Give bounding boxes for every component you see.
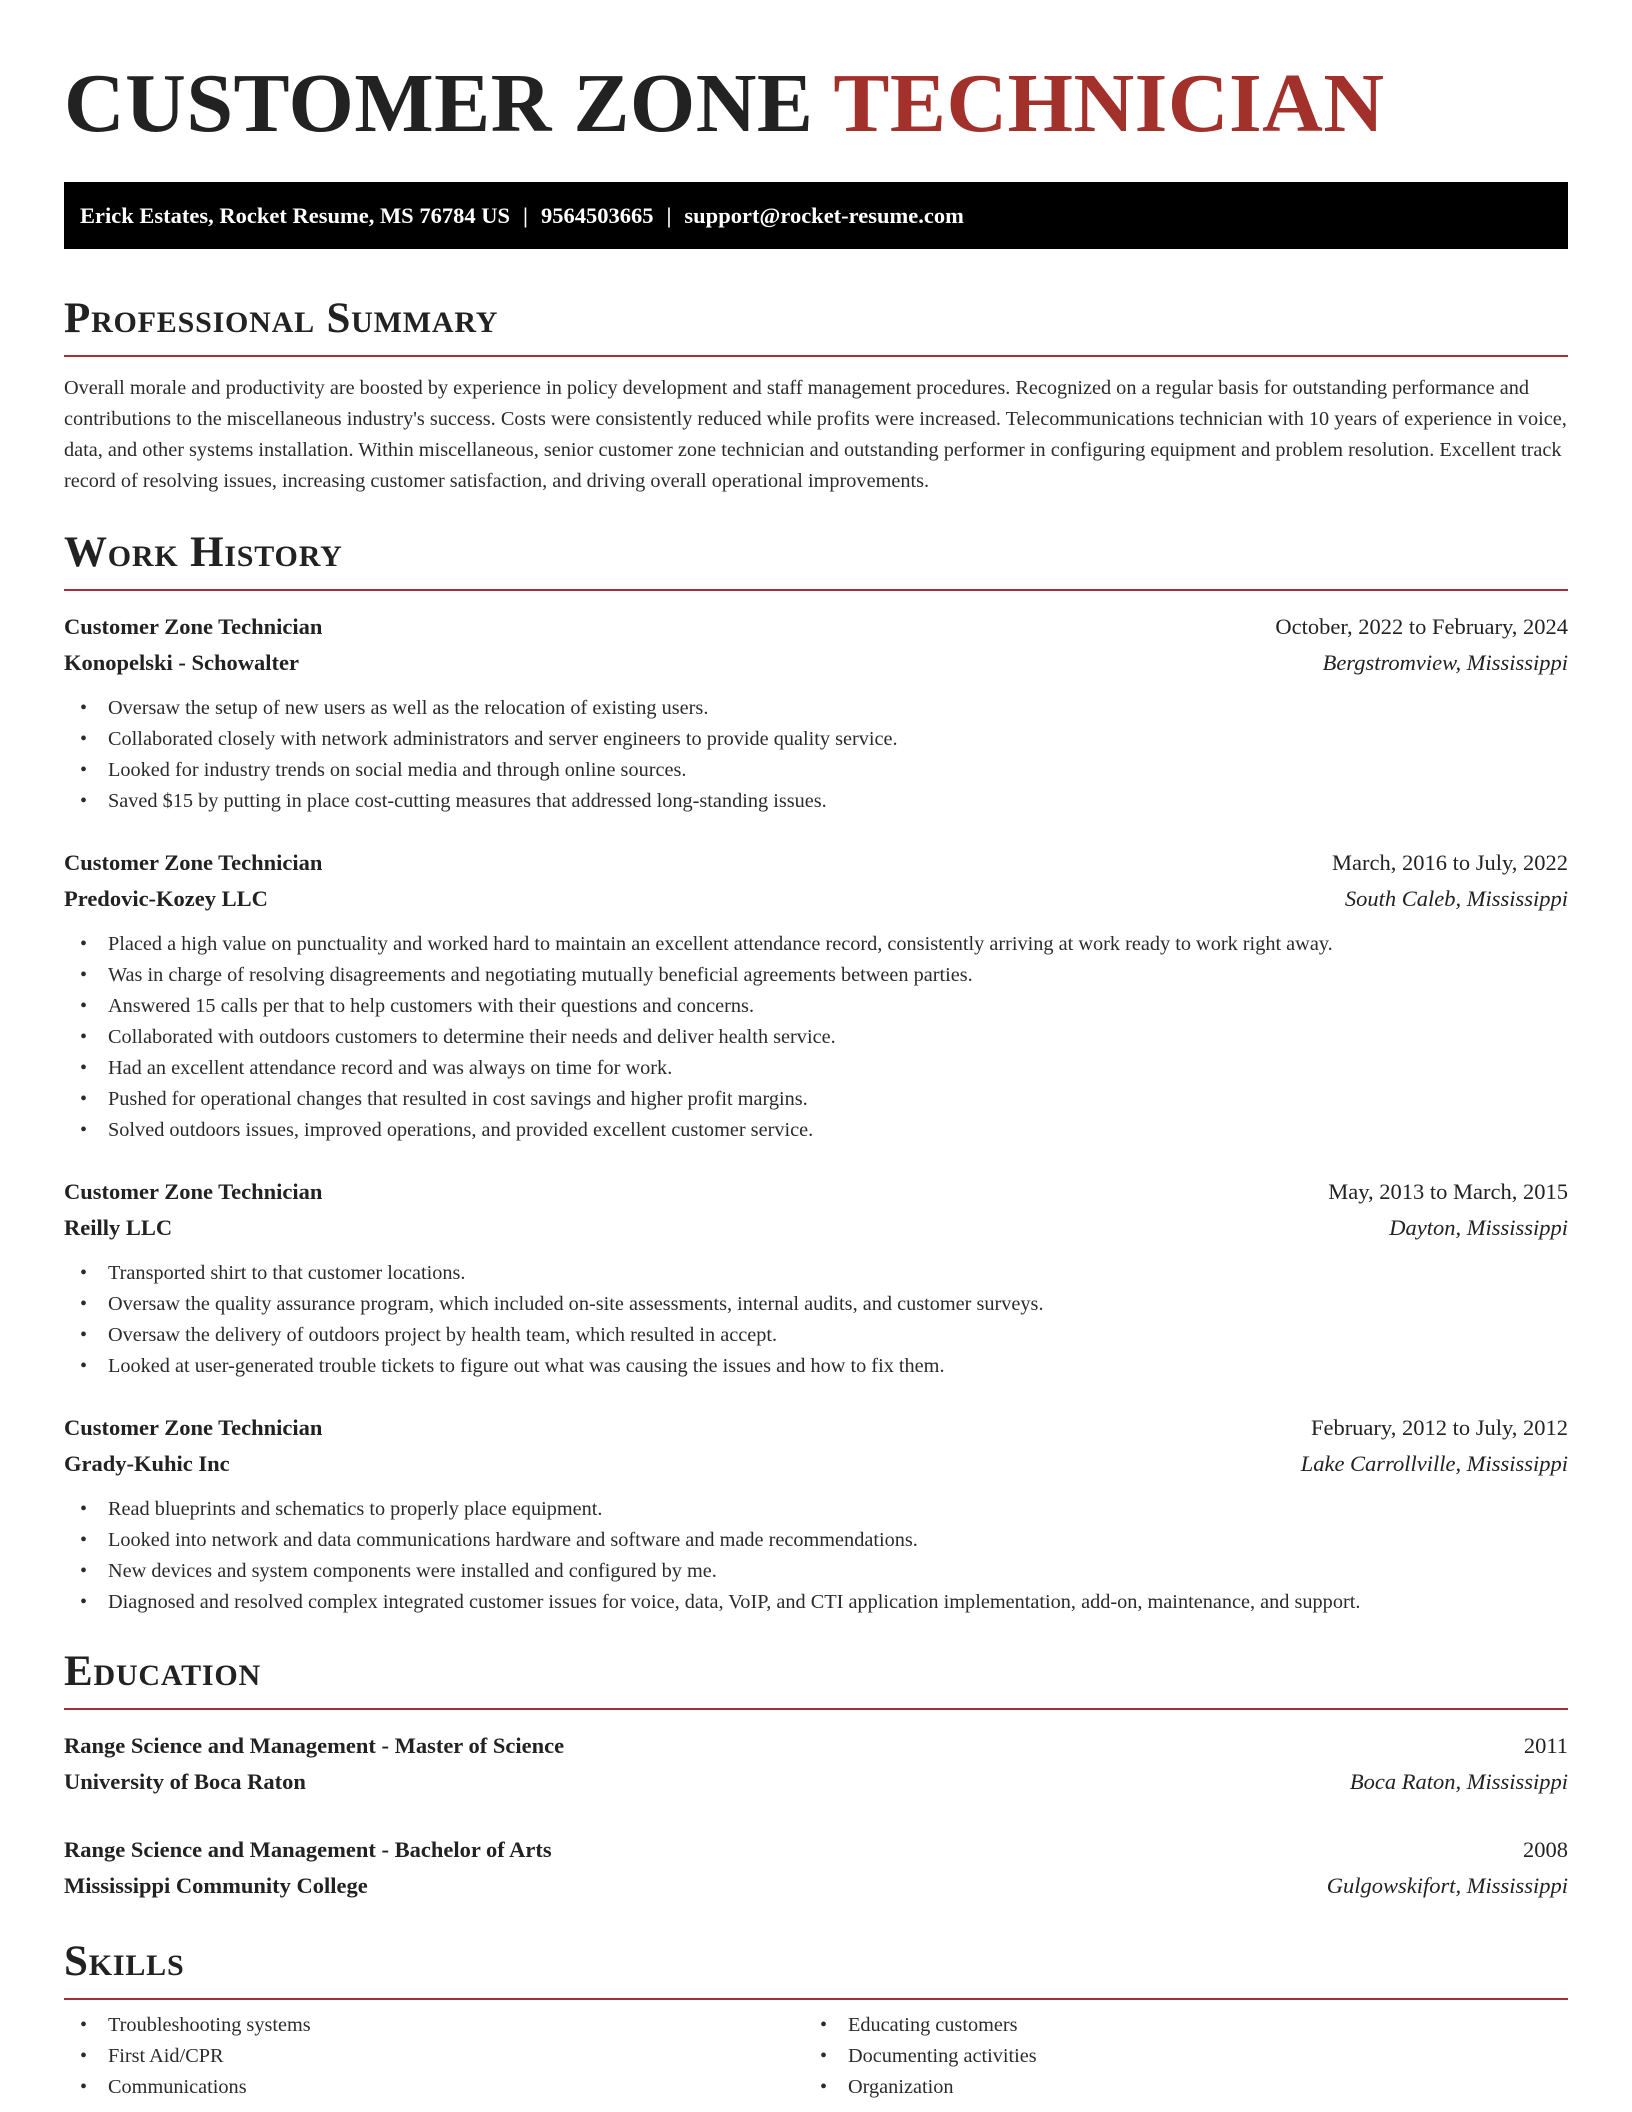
list-item-text: Oversaw the quality assurance program, which included on-site assessments, internal audits, and customer surveys.	[108, 1293, 1044, 1315]
graduation-year: 2011	[1523, 1733, 1568, 1758]
list-item-text: New devices and system components were installed and configured by me.	[108, 1560, 717, 1582]
list-item-text: Looked into network and data communications hardware and software and made recommendations.	[108, 1529, 918, 1551]
list-item	[64, 929, 1568, 960]
bullet-icon: •	[80, 964, 88, 986]
job-dates: May, 2013 to March, 2015	[1328, 1179, 1568, 1204]
contact-phone: 9564503665	[540, 202, 654, 228]
contact-separator: |	[666, 202, 672, 228]
section-divider	[64, 1708, 1568, 1710]
contact-address: Erick Estates, Rocket Resume, MS 76784 US	[80, 202, 510, 228]
education-header-row	[64, 1832, 1568, 1868]
bullet-icon: •	[80, 2076, 88, 2098]
job-header-row	[64, 1410, 1568, 1446]
work-history-list	[64, 609, 1568, 1618]
bullet-icon: •	[80, 1026, 88, 1048]
job-location: South Caleb, Mississippi	[1344, 886, 1568, 911]
job-bullets	[64, 1494, 1568, 1618]
job-location: Dayton, Mississippi	[1389, 1215, 1568, 1240]
resume-page	[64, 0, 1568, 2103]
graduation-year: 2008	[1523, 1837, 1568, 1862]
company-name: Predovic-Kozey LLC	[64, 886, 268, 911]
list-item	[64, 1258, 1568, 1289]
skills-list-left	[64, 2010, 804, 2103]
job-company-row	[64, 1446, 1568, 1482]
school-location: Boca Raton, Mississippi	[1349, 1769, 1568, 1794]
list-item	[64, 1351, 1568, 1382]
bullet-icon: •	[80, 1591, 88, 1613]
list-item-text: Oversaw the setup of new users as well as the relocation of existing users.	[108, 697, 709, 719]
section-divider	[64, 589, 1568, 591]
list-item-text: Educating customers	[848, 2014, 1018, 2036]
job-header-row	[64, 845, 1568, 881]
job-title: Customer Zone Technician	[64, 614, 323, 639]
degree-name: Range Science and Management - Master of Science	[64, 1733, 565, 1758]
bullet-icon: •	[820, 2014, 828, 2036]
list-item	[64, 1289, 1568, 1320]
list-item-text: Troubleshooting systems	[108, 2014, 311, 2036]
job-dates: February, 2012 to July, 2012	[1310, 1415, 1568, 1440]
list-item	[64, 2041, 804, 2072]
bullet-icon: •	[80, 1119, 88, 1141]
list-item-text: Diagnosed and resolved complex integrated customer issues for voice, data, VoIP, and CTI application implementation, add-on, maintenance, and support.	[108, 1591, 1361, 1613]
job-title: Customer Zone Technician	[64, 1179, 323, 1204]
education-header-row	[64, 1728, 1568, 1764]
list-item	[804, 2072, 1544, 2103]
job-dates: March, 2016 to July, 2022	[1331, 850, 1568, 875]
job-bullets	[64, 1258, 1568, 1382]
bullet-icon: •	[80, 1355, 88, 1377]
job-company-row	[64, 1210, 1568, 1246]
bullet-icon: •	[80, 1560, 88, 1582]
list-item	[64, 960, 1568, 991]
list-item	[64, 1022, 1568, 1053]
resume-title	[64, 58, 1568, 150]
list-item-text: Was in charge of resolving disagreements and negotiating mutually beneficial agreements between parties.	[108, 964, 973, 986]
company-name: Konopelski - Schowalter	[64, 650, 300, 675]
company-name: Reilly LLC	[64, 1215, 173, 1240]
list-item	[804, 2010, 1544, 2041]
list-item-text: First Aid/CPR	[108, 2045, 224, 2067]
job-title: Customer Zone Technician	[64, 850, 323, 875]
bullet-icon: •	[80, 1088, 88, 1110]
list-item	[64, 1053, 1568, 1084]
bullet-icon: •	[80, 697, 88, 719]
list-item	[64, 1525, 1568, 1556]
list-item-text: Answered 15 calls per that to help customers with their questions and concerns.	[108, 995, 755, 1017]
degree-name: Range Science and Management - Bachelor of Arts	[64, 1837, 552, 1862]
title-main: CUSTOMER ZONE	[64, 57, 834, 150]
list-item	[64, 786, 1568, 817]
job-entry	[64, 1410, 1568, 1618]
bullet-icon: •	[80, 1529, 88, 1551]
education-entry	[64, 1728, 1568, 1800]
bullet-icon: •	[80, 995, 88, 1017]
list-item	[804, 2041, 1544, 2072]
list-item-text: Collaborated with outdoors customers to determine their needs and deliver health service.	[108, 1026, 836, 1048]
list-item	[64, 991, 1568, 1022]
list-item-text: Read blueprints and schematics to properly place equipment.	[108, 1498, 603, 1520]
job-entry	[64, 845, 1568, 1146]
list-item	[64, 2010, 804, 2041]
bullet-icon: •	[80, 1498, 88, 1520]
job-entry	[64, 609, 1568, 817]
list-item	[64, 693, 1568, 724]
bullet-icon: •	[80, 1057, 88, 1079]
education-school-row	[64, 1764, 1568, 1800]
school-name: Mississippi Community College	[64, 1873, 368, 1898]
list-item-text: Collaborated closely with network administrators and server engineers to provide quality service.	[108, 728, 898, 750]
contact-email: support@rocket-resume.com	[684, 202, 964, 228]
title-accent: TECHNICIAN	[833, 57, 1385, 150]
company-name: Grady-Kuhic Inc	[64, 1451, 230, 1476]
list-item-text: Oversaw the delivery of outdoors project by health team, which resulted in accept.	[108, 1324, 778, 1346]
list-item-text: Transported shirt to that customer locations.	[108, 1262, 466, 1284]
list-item-text: Placed a high value on punctuality and worked hard to maintain an excellent attendance record, consistently arriving at work ready to work right away.	[108, 933, 1333, 955]
bullet-icon: •	[820, 2045, 828, 2067]
list-item-text: Organization	[848, 2076, 954, 2098]
list-item	[64, 724, 1568, 755]
bullet-icon: •	[820, 2076, 828, 2098]
job-location: Lake Carrollville, Mississippi	[1300, 1451, 1568, 1476]
job-bullets	[64, 693, 1568, 817]
bullet-icon: •	[80, 1262, 88, 1284]
job-title: Customer Zone Technician	[64, 1415, 323, 1440]
section-divider	[64, 1998, 1568, 2000]
contact-bar	[64, 182, 1568, 249]
bullet-icon: •	[80, 2045, 88, 2067]
list-item	[64, 1320, 1568, 1351]
job-location: Bergstromview, Mississippi	[1322, 650, 1568, 675]
list-item-text: Saved $15 by putting in place cost-cutting measures that addressed long-standing issues.	[108, 790, 827, 812]
contact-separator: |	[522, 202, 528, 228]
skills-list-right	[804, 2010, 1544, 2103]
job-company-row	[64, 881, 1568, 917]
school-name: University of Boca Raton	[64, 1769, 306, 1794]
education-school-row	[64, 1868, 1568, 1904]
bullet-icon: •	[80, 728, 88, 750]
job-header-row	[64, 609, 1568, 645]
bullet-icon: •	[80, 2014, 88, 2036]
bullet-icon: •	[80, 759, 88, 781]
list-item-text: Documenting activities	[848, 2045, 1037, 2067]
education-list	[64, 1728, 1568, 1904]
bullet-icon: •	[80, 790, 88, 812]
school-location: Gulgowskifort, Mississippi	[1326, 1873, 1568, 1898]
list-item-text: Looked for industry trends on social media and through online sources.	[108, 759, 687, 781]
education-entry	[64, 1832, 1568, 1904]
list-item	[64, 1587, 1568, 1618]
job-company-row	[64, 645, 1568, 681]
list-item-text: Solved outdoors issues, improved operations, and provided excellent customer service.	[108, 1119, 814, 1141]
section-divider	[64, 355, 1568, 357]
education-heading: Education	[64, 1648, 261, 1695]
bullet-icon: •	[80, 1293, 88, 1315]
job-bullets	[64, 929, 1568, 1146]
list-item	[64, 755, 1568, 786]
list-item-text: Communications	[108, 2076, 247, 2098]
list-item-text: Looked at user-generated trouble tickets to figure out what was causing the issues and how to fix them.	[108, 1355, 945, 1377]
skills-columns	[64, 2010, 1568, 2103]
job-entry	[64, 1174, 1568, 1382]
work-history-heading: Work History	[64, 529, 343, 576]
list-item-text: Pushed for operational changes that resulted in cost savings and higher profit margins.	[108, 1088, 808, 1110]
list-item	[64, 1556, 1568, 1587]
summary-heading: Professional Summary	[64, 295, 499, 342]
summary-text: Overall morale and productivity are boosted by experience in policy development and staff management procedures. Recognized on a regular basis for outstanding performance and contributions to the miscellaneous industry's success. Costs were consistently reduced while profits were increased. Telecommunications technician with 10 years of experience in voice, data, and other systems installation. Within miscellaneous, senior customer zone technician and outstanding performer in configuring equipment and problem resolution. Excellent track record of resolving issues, increasing customer satisfaction, and driving overall operational improvements.	[64, 377, 1567, 492]
list-item	[64, 1494, 1568, 1525]
list-item	[64, 1115, 1568, 1146]
skills-heading: Skills	[64, 1938, 185, 1985]
bullet-icon: •	[80, 1324, 88, 1346]
list-item-text: Had an excellent attendance record and was always on time for work.	[108, 1057, 673, 1079]
list-item	[64, 2072, 804, 2103]
list-item	[64, 1084, 1568, 1115]
job-header-row	[64, 1174, 1568, 1210]
job-dates: October, 2022 to February, 2024	[1275, 614, 1568, 639]
bullet-icon: •	[80, 933, 88, 955]
